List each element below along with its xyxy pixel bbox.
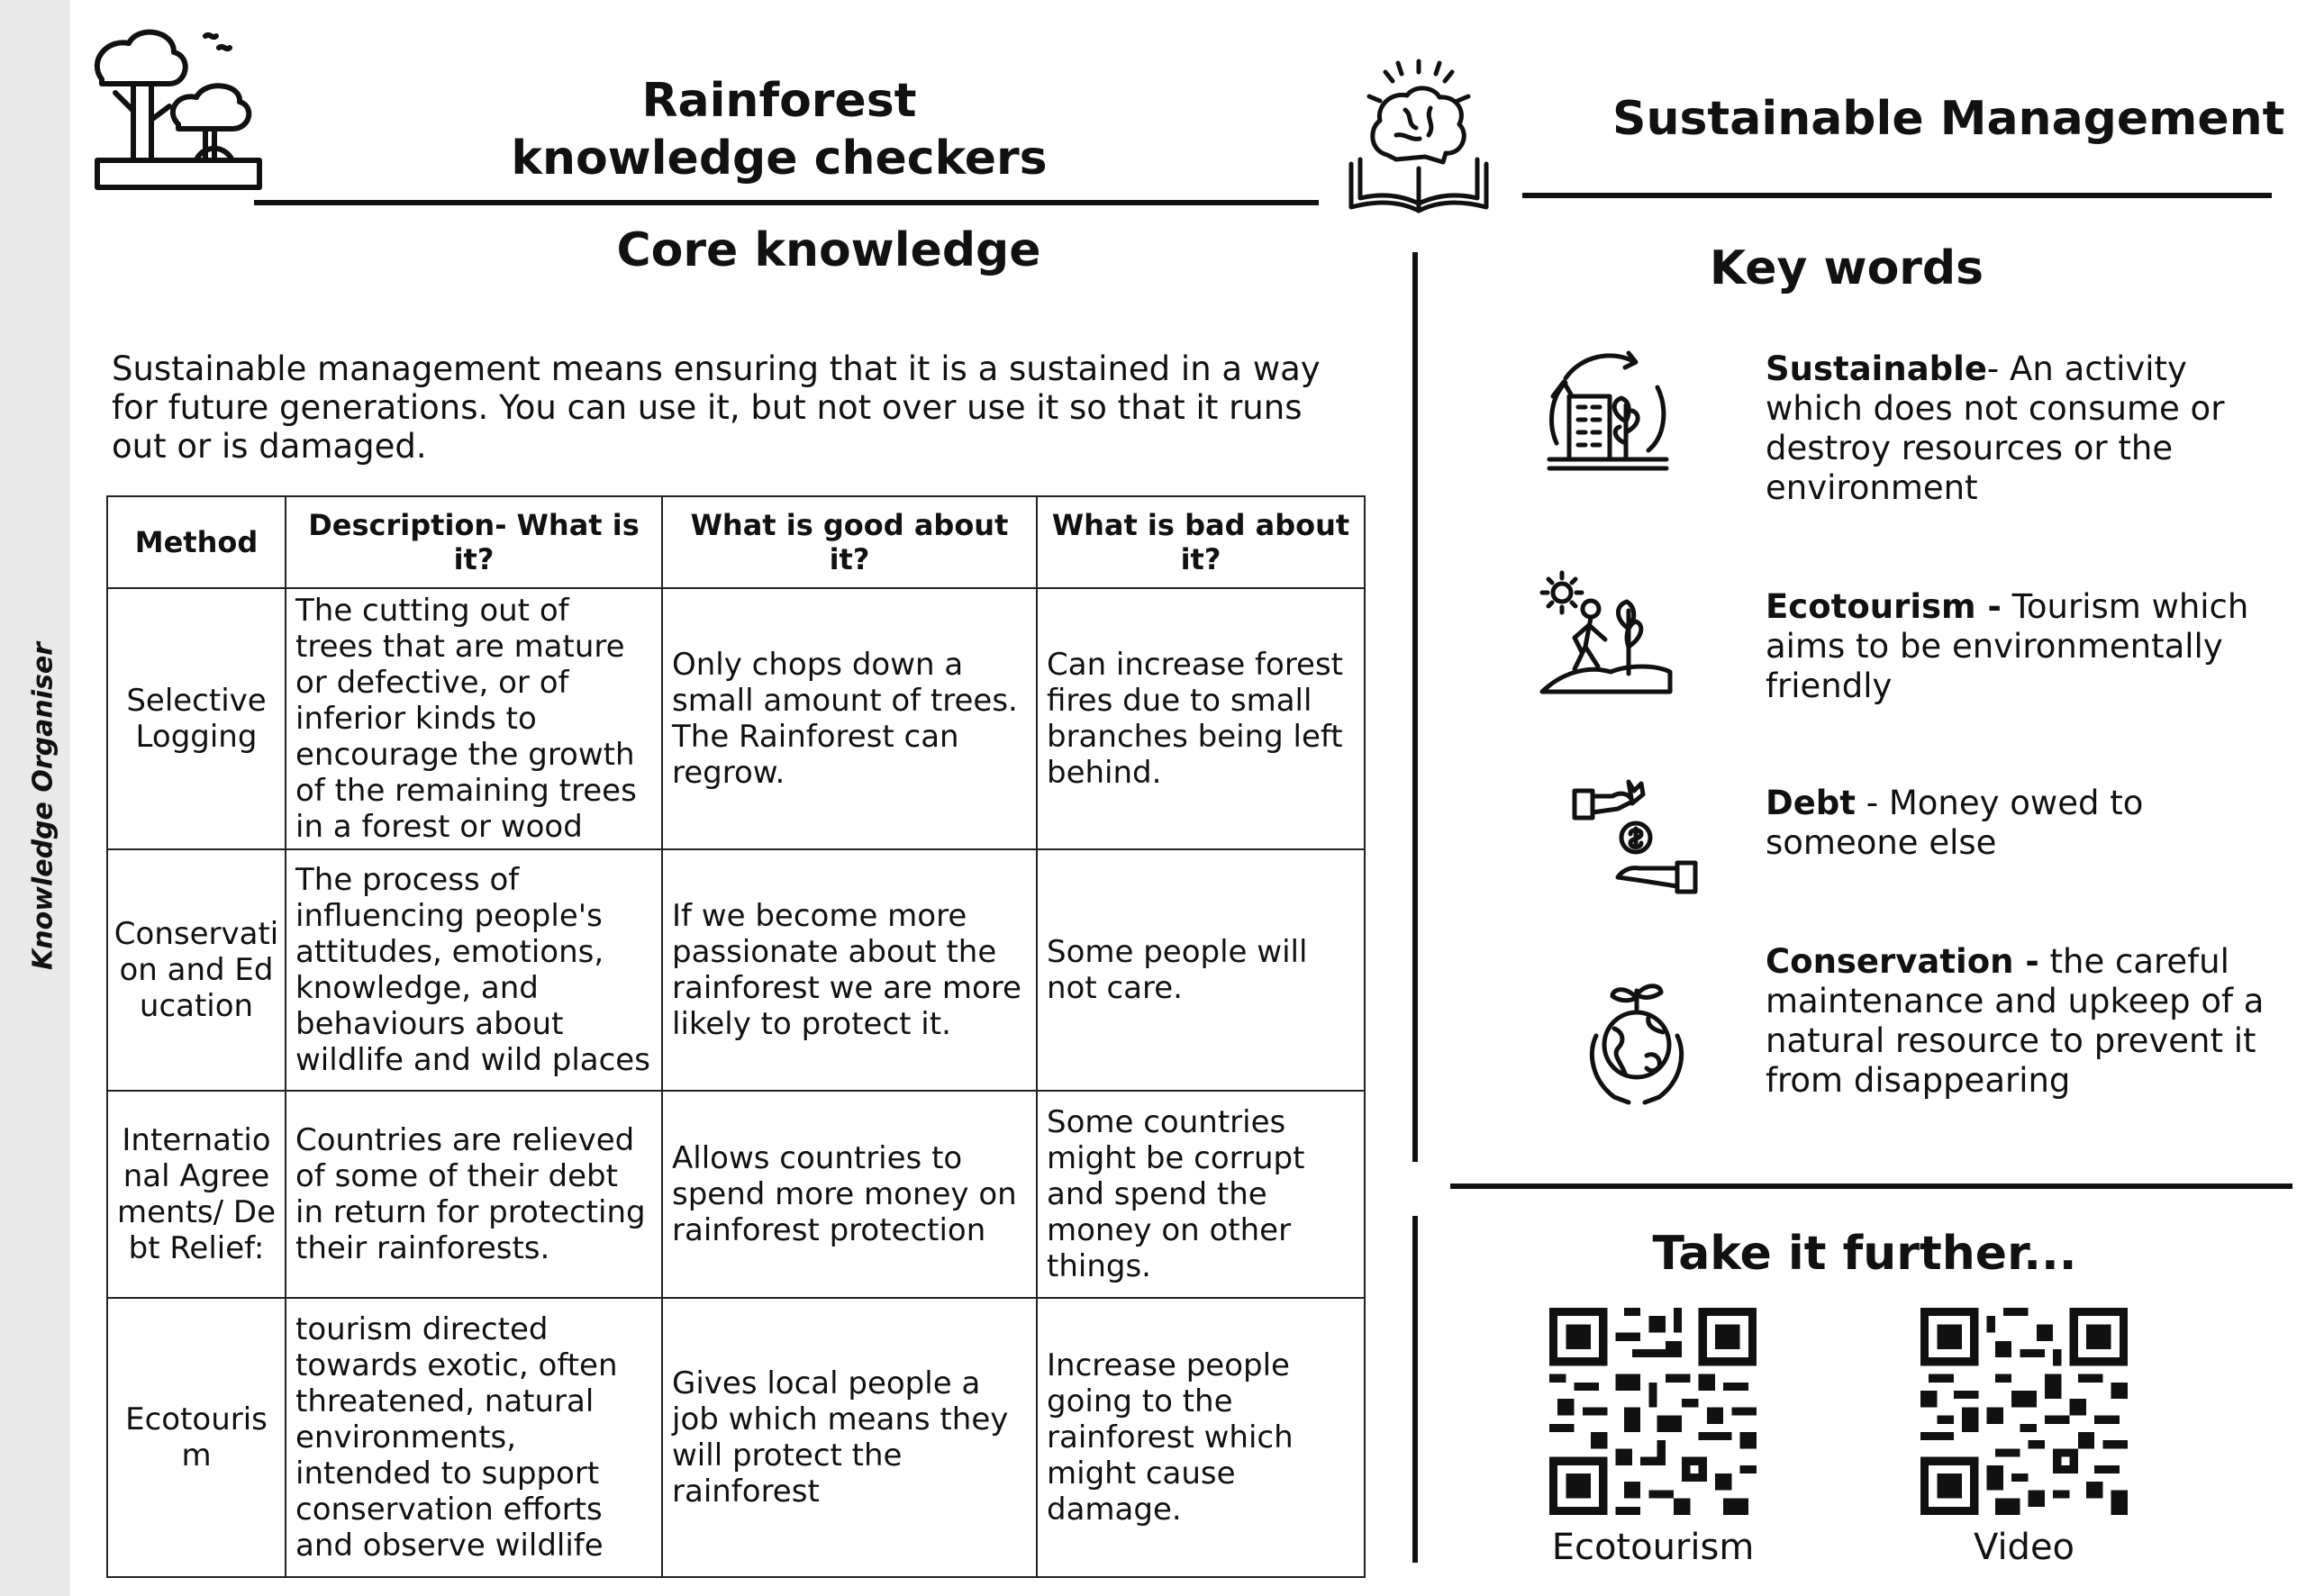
- header-title: [432, 72, 1126, 187]
- keyword-conservation: [1766, 942, 2270, 1101]
- good-cell: Gives local people a job which means they will protect the rainforest: [662, 1298, 1037, 1577]
- keyword-term: Ecotourism -: [1766, 587, 2002, 626]
- video-qr-code[interactable]: [1920, 1308, 2128, 1515]
- table-row: [107, 849, 1365, 1091]
- ecotourism-hiker-icon: [1539, 566, 1674, 701]
- good-cell: If we become more passionate about the rainforest we are more likely to protect it.: [662, 849, 1037, 1091]
- bad-cell: Some people will not care.: [1037, 849, 1365, 1091]
- rainforest-trees-icon: [88, 25, 268, 196]
- keyword-definition: the careful maintenance and upkeep of a natural resource to prevent it from disappearing: [1766, 942, 2265, 1100]
- keyword-ecotourism: [1766, 587, 2270, 706]
- keyword-debt: [1766, 784, 2270, 863]
- method-cell: Selective Logging: [107, 588, 286, 849]
- column-divider-bottom: [1412, 1216, 1418, 1563]
- table-row: [107, 588, 1365, 849]
- header-title-line2: knowledge checkers: [511, 131, 1048, 186]
- sustainable-city-icon: [1540, 342, 1675, 477]
- keyword-term: Conservation -: [1766, 942, 2039, 981]
- bad-cell: Can increase forest fires due to small branches being left behind.: [1037, 588, 1365, 849]
- bad-cell: Some countries might be corrupt and spend the money on other things.: [1037, 1091, 1365, 1298]
- good-cell: Allows countries to spend more money on rainforest protection: [662, 1091, 1037, 1298]
- good-cell: Only chops down a small amount of trees. The Rainforest can regrow.: [662, 588, 1037, 849]
- table-row: [107, 1298, 1365, 1577]
- table-row: [107, 1091, 1365, 1298]
- bad-cell: Increase people going to the rainforest which might cause damage.: [1037, 1298, 1365, 1577]
- keyword-definition: An activity which does not consume or destroy resources or the environment: [1766, 349, 2225, 507]
- keyword-separator: -: [1986, 349, 2011, 388]
- keyword-definition: Tourism which aims to be environmentally friendly: [1766, 587, 2249, 705]
- description-cell: The cutting out of trees that are mature or defective, or of inferior kinds to encourage the growth of the remaining trees in a forest or wood: [286, 588, 662, 849]
- core-knowledge-title: Core knowledge: [616, 223, 1041, 277]
- header-good: What is good about it?: [662, 496, 1037, 588]
- video-qr-label: Video: [1973, 1527, 2075, 1568]
- method-cell: Ecotourism: [107, 1298, 286, 1577]
- key-words-title: Key words: [1709, 241, 1984, 295]
- keyword-definition: Money owed to someone else: [1766, 784, 2144, 862]
- keyword-sustainable: [1766, 349, 2270, 508]
- description-cell: tourism directed towards exotic, often threatened, natural environments, intended to support conservation efforts and observe wildlife: [286, 1298, 662, 1577]
- ecotourism-qr-label: Ecotourism: [1551, 1527, 1755, 1568]
- method-cell: International Agreements/ Debt Relief:: [107, 1091, 286, 1298]
- header-method: Method: [107, 496, 286, 588]
- further-divider: [1450, 1183, 2292, 1189]
- take-it-further-title: Take it further...: [1652, 1227, 2077, 1281]
- keyword-term: Sustainable: [1766, 349, 1987, 388]
- table-header-row: [107, 496, 1365, 588]
- header-bad: What is bad about it?: [1037, 496, 1365, 588]
- keyword-separator: -: [1855, 784, 1889, 822]
- ecotourism-qr-code[interactable]: [1549, 1308, 1757, 1515]
- header-description: Description- What is it?: [286, 496, 662, 588]
- side-label: Knowledge Organiser: [27, 642, 59, 970]
- column-divider-top: [1412, 252, 1418, 1162]
- keyword-separator: [2039, 942, 2050, 981]
- brain-book-icon: [1342, 56, 1495, 218]
- description-cell: The process of influencing people's attitudes, emotions, knowledge, and behaviours about wildlife and wild places: [286, 849, 662, 1091]
- description-cell: Countries are relieved of some of their debt in return for protecting their rainforests.: [286, 1091, 662, 1298]
- keyword-term: Debt: [1766, 784, 1856, 822]
- debt-money-hands-icon: [1567, 773, 1702, 908]
- header-right-title: Sustainable Management: [1612, 92, 2285, 146]
- method-cell: Conservation and Education: [107, 849, 286, 1091]
- header-divider-right: [1522, 193, 2272, 198]
- keyword-separator: [2002, 587, 2012, 626]
- core-intro-text: Sustainable management means ensuring that it is a sustained in a way for future generations. You can use it, but not over use it so that it runs out or is damaged.: [112, 349, 1321, 466]
- header-divider-left: [254, 200, 1319, 205]
- header-title-line1: Rainforest: [641, 74, 917, 128]
- globe-hands-icon: [1569, 973, 1704, 1108]
- methods-table: [106, 495, 1366, 1578]
